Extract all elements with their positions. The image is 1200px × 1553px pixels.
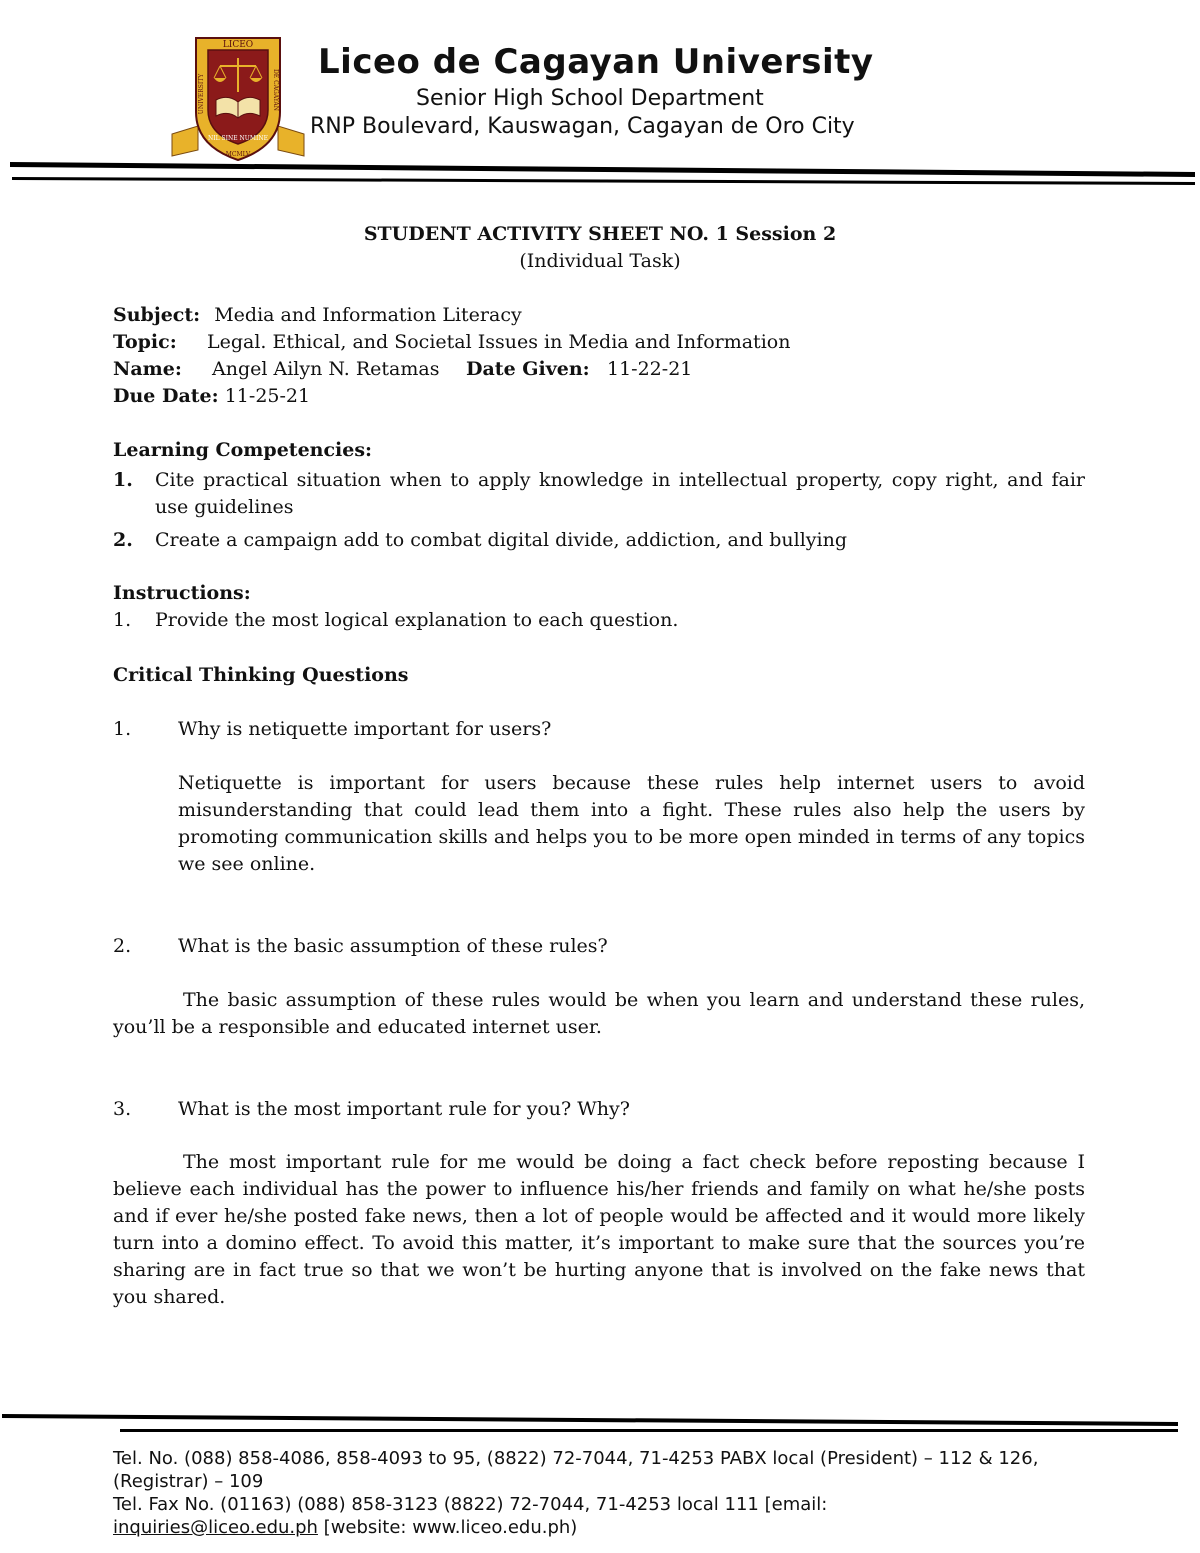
header-divider <box>0 150 1200 190</box>
competency-number: 2. <box>113 529 133 551</box>
topic-row <box>113 329 791 356</box>
subject-label: Subject: <box>113 304 201 326</box>
footer-telephone: Tel. No. (088) 858-4086, 858-4093 to 95, (8822) 72-7044, 71-4253 PABX local (President) – 112 & 126, (Registrar) – 109 <box>113 1448 1039 1492</box>
instructions-heading: Instructions: <box>113 582 251 604</box>
question-text: What is the basic assumption of these rules? <box>178 935 608 957</box>
due-date-value: 11-25-21 <box>224 385 311 407</box>
competency-number: 1. <box>113 469 133 491</box>
question-number: 1. <box>113 718 132 740</box>
university-name: Liceo de Cagayan University <box>318 42 874 82</box>
footer-contact <box>113 1447 1093 1539</box>
question-text: Why is netiquette important for users? <box>178 718 552 740</box>
name-row <box>113 356 813 383</box>
svg-text:UNIVERSITY: UNIVERSITY <box>198 73 205 115</box>
questions-heading: Critical Thinking Questions <box>113 664 409 686</box>
date-given-value: 11-22-21 <box>607 358 693 380</box>
question-text: What is the most important rule for you? Why? <box>178 1098 630 1120</box>
name-label: Name: <box>113 358 182 380</box>
question-number: 2. <box>113 935 132 957</box>
topic-label: Topic: <box>113 331 177 353</box>
instruction-number: 1. <box>113 609 132 631</box>
competencies-heading: Learning Competencies: <box>113 439 373 461</box>
instruction-item: Provide the most logical explanation to each question. <box>155 609 679 631</box>
svg-text:NIL SINE NUMINE: NIL SINE NUMINE <box>208 135 268 142</box>
answer-text: Netiquette is important for users because these rules help internet users to avoid misunderstanding that could lead them into a fight. These rules also help the users by promoting communication skills and helps you to be more open minded in terms of any topics we see online. <box>178 772 1085 875</box>
svg-text:MCMLV: MCMLV <box>225 151 251 158</box>
question-number: 3. <box>113 1098 132 1120</box>
footer-fax: Tel. Fax No. (01163) (088) 858-3123 (8822) 72-7044, 71-4253 local 111 [email: <box>113 1494 828 1515</box>
name-value: Angel Ailyn N. Retamas <box>212 358 440 380</box>
answer-text: The most important rule for me would be doing a fact check before reposting because I believe each individual has the power to influence his/her friends and family on what he/she posts and if ever he/she posted fake news, then a lot of people would be affected and it would more likely turn into a domino effect. To avoid this matter, it’s important to make sure that the sources you’re sharing are in fact true so that we won’t be hurting anyone that is involved on the fake news that you shared. <box>113 1151 1085 1308</box>
subject-row <box>113 302 522 329</box>
footer-email-link[interactable]: inquiries@liceo.edu.ph <box>113 1517 318 1538</box>
competency-item: Create a campaign add to combat digital divide, addiction, and bullying <box>155 529 847 551</box>
university-seal-graphic <box>168 34 308 164</box>
svg-text:LICEO: LICEO <box>222 40 254 50</box>
department-name: Senior High School Department <box>416 86 764 111</box>
date-given-label: Date Given: <box>466 358 590 380</box>
svg-text:DE CAGAYAN: DE CAGAYAN <box>272 69 279 111</box>
sheet-subtitle: (Individual Task) <box>519 250 681 272</box>
footer-divider <box>0 1408 1200 1438</box>
sheet-title: STUDENT ACTIVITY SHEET NO. 1 Session 2 <box>363 223 837 245</box>
subject-value: Media and Information Literacy <box>214 304 522 326</box>
due-date-label: Due Date: <box>113 385 219 407</box>
university-address: RNP Boulevard, Kauswagan, Cagayan de Oro City <box>310 114 855 139</box>
competency-item: Cite practical situation when to apply knowledge in intellectual property, copy right, and fair use guidelines <box>155 469 1085 518</box>
answer-text: The basic assumption of these rules would be when you learn and understand these rules, you’ll be a responsible and educated internet user. <box>113 989 1085 1038</box>
due-date-row <box>113 383 310 410</box>
university-seal <box>168 34 308 164</box>
footer-website: [website: www.liceo.edu.ph) <box>317 1517 578 1538</box>
topic-value: Legal. Ethical, and Societal Issues in Media and Information <box>207 331 791 353</box>
footer-web-line <box>113 1516 1093 1539</box>
